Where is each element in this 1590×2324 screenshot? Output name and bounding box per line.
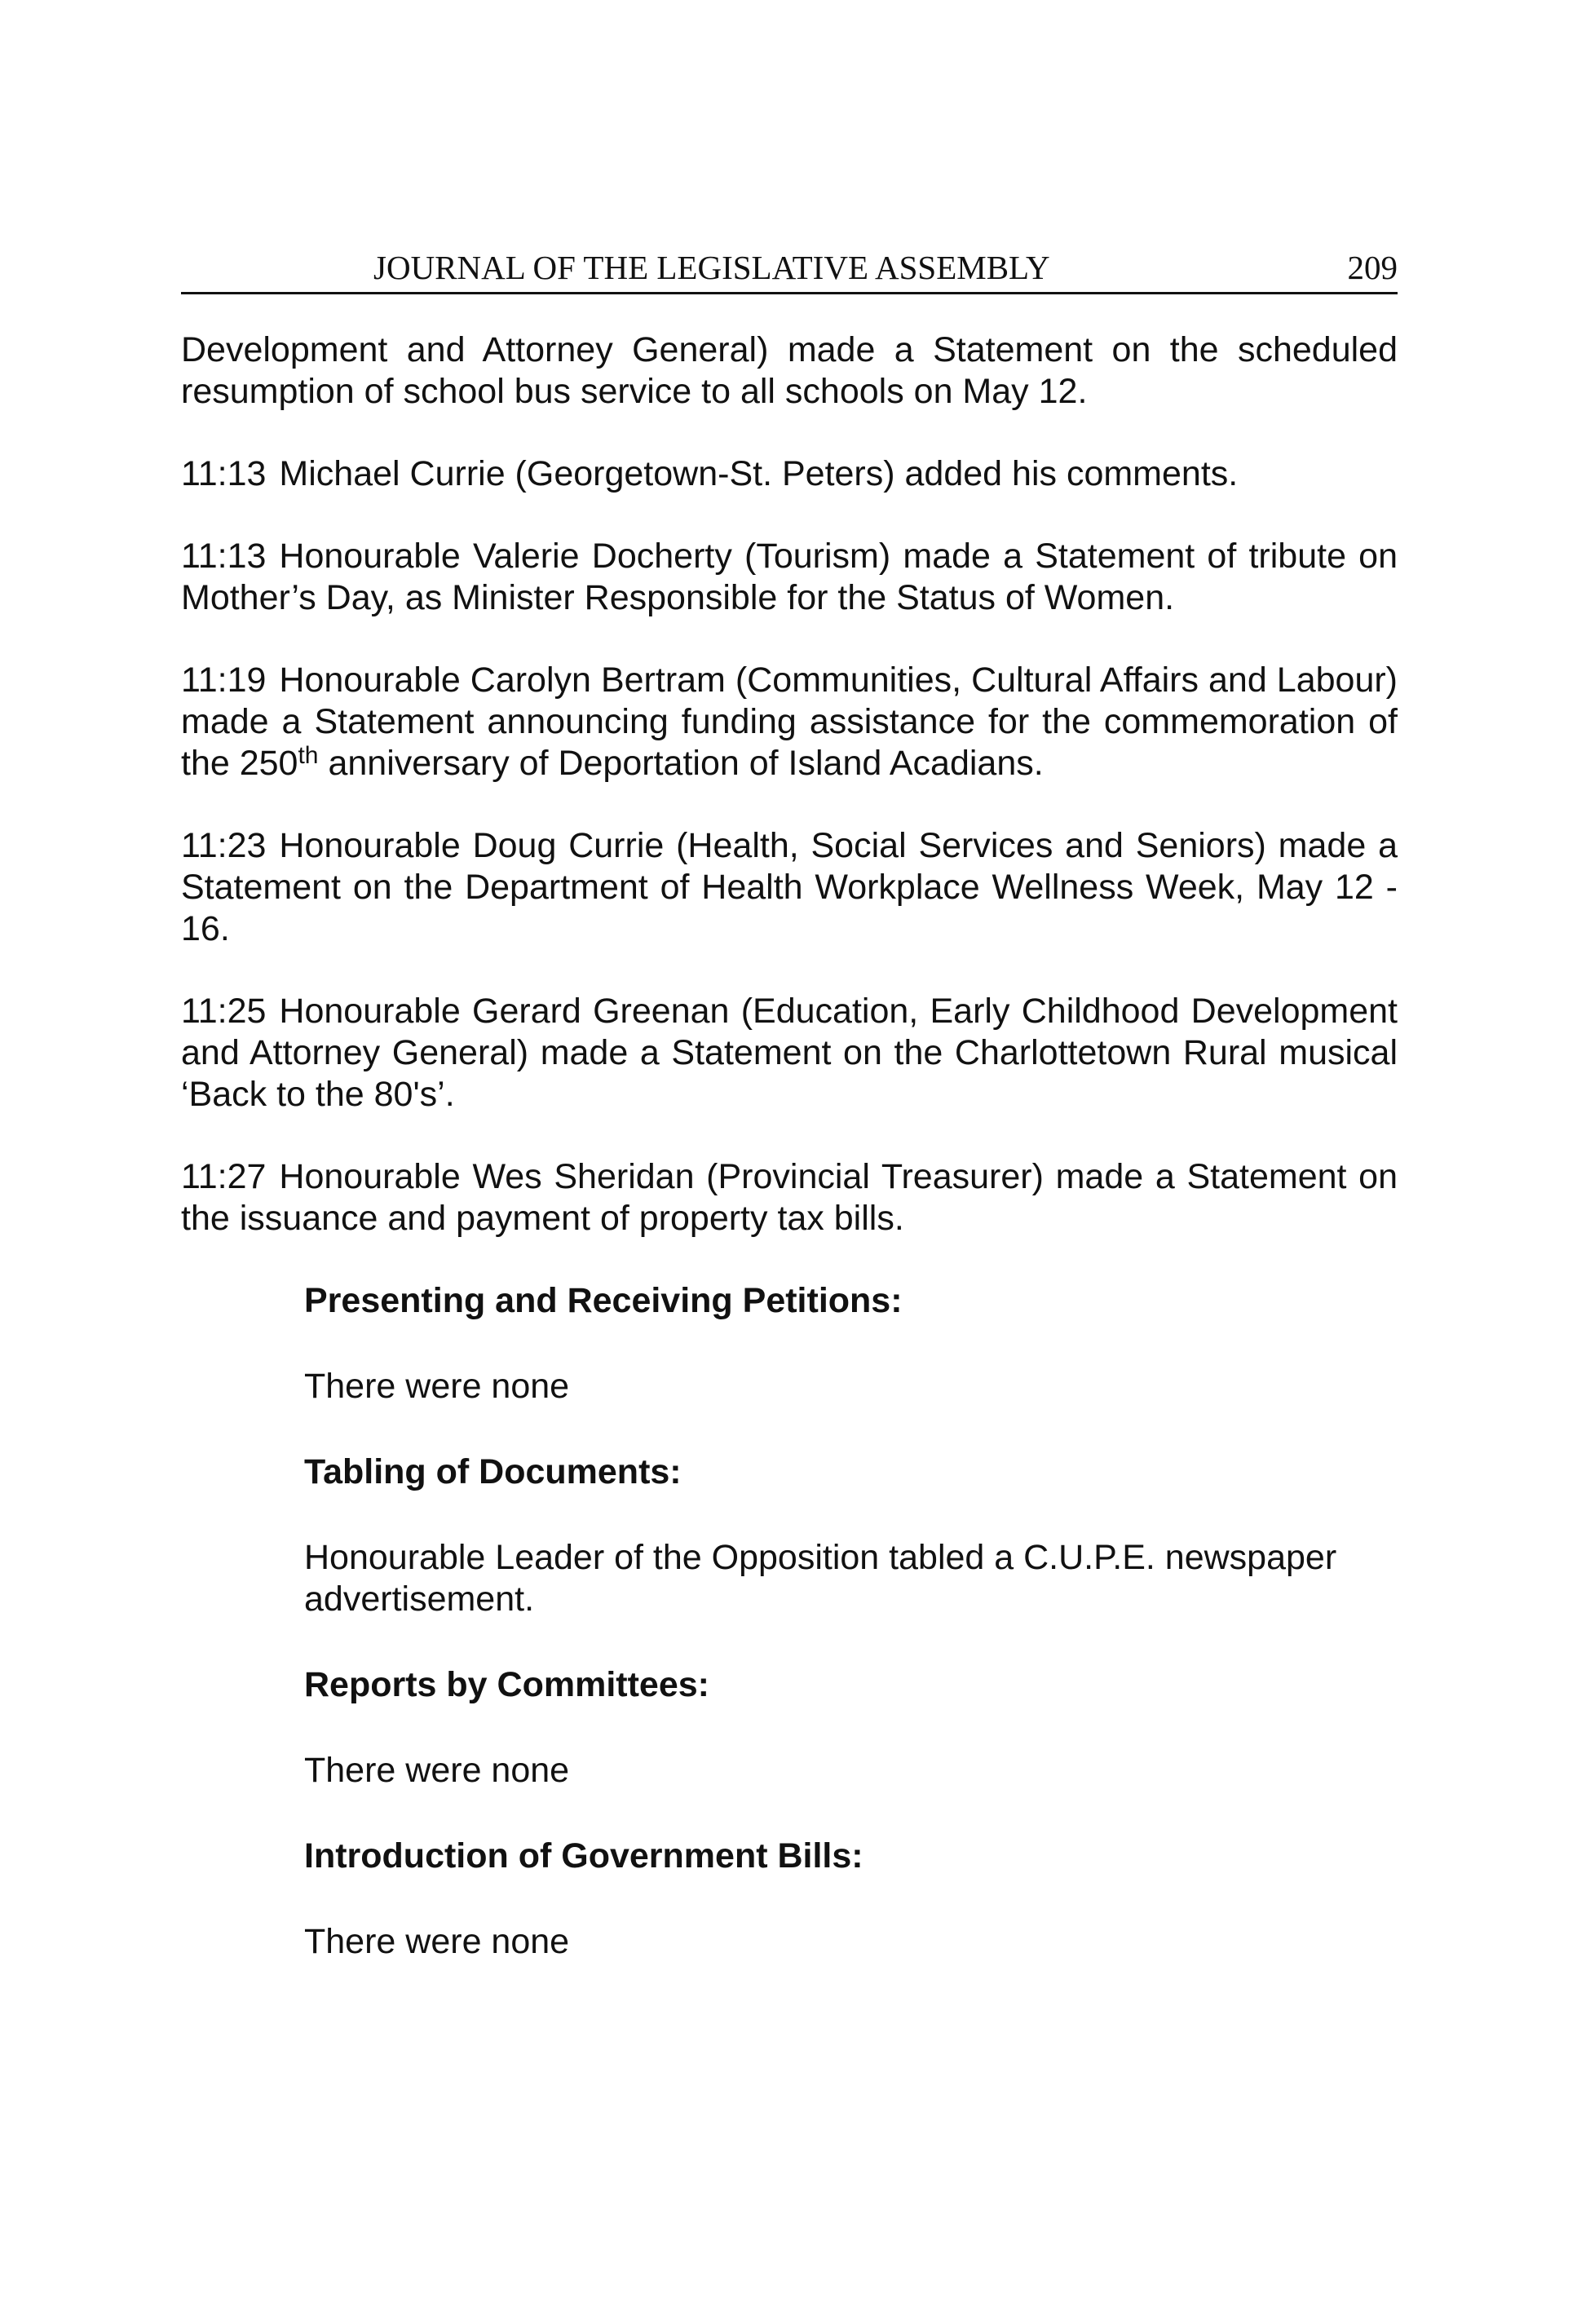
page-number: 209	[1347, 249, 1398, 286]
section-text: There were none	[304, 1922, 570, 1961]
proceeding-entry	[181, 536, 1398, 619]
section-heading: Presenting and Receiving Petitions:	[304, 1281, 903, 1320]
proceeding-entry	[181, 1156, 1398, 1239]
section-text: Honourable Leader of the Opposition tabled a C.U.P.E. newspaper advertisement.	[304, 1538, 1337, 1619]
proceeding-entry	[181, 825, 1398, 950]
section-tabling	[304, 1451, 1398, 1620]
section-petitions	[304, 1280, 1398, 1407]
paragraph-continuation	[181, 329, 1398, 413]
paragraph-text: Development and Attorney General) made a Statement on the scheduled resumption of school bus service to all schools on May 12.	[181, 330, 1398, 411]
entry-time: 11:19	[181, 661, 267, 700]
proceeding-entry	[181, 991, 1398, 1116]
entry-text: Honourable Carolyn Bertram (Communities, Cultural Affairs and Labour) made a Statement announcing funding assistance for the commemoration of the 250	[181, 661, 1398, 783]
entry-time: 11:27	[181, 1157, 267, 1196]
entry-time: 11:13	[181, 537, 267, 576]
entry-time: 11:25	[181, 992, 267, 1031]
entry-text: Honourable Wes Sheridan (Provincial Treasurer) made a Statement on the issuance and payment of property tax bills.	[181, 1157, 1398, 1238]
section-heading: Introduction of Government Bills:	[304, 1836, 863, 1876]
entry-time: 11:13	[181, 454, 267, 493]
entry-text: Honourable Valerie Docherty (Tourism) made a Statement of tribute on Mother’s Day, as Minister Responsible for the Status of Women.	[181, 537, 1398, 617]
journal-body	[181, 329, 1398, 2007]
journal-title: JOURNAL OF THE LEGISLATIVE ASSEMBLY	[373, 249, 1050, 286]
entry-text: Honourable Gerard Greenan (Education, Early Childhood Development and Attorney General) made a Statement on the Charlottetown Rural musical ‘Back to the 80's’.	[181, 992, 1398, 1114]
section-government-bills	[304, 1836, 1398, 1963]
proceeding-entry	[181, 660, 1398, 784]
section-committee-reports	[304, 1664, 1398, 1792]
page-header	[181, 241, 1398, 294]
ordinal-superscript: th	[298, 742, 319, 769]
section-text: There were none	[304, 1367, 570, 1406]
section-heading: Reports by Committees:	[304, 1665, 709, 1704]
entry-text: Honourable Doug Currie (Health, Social Services and Seniors) made a Statement on the Department of Health Workplace Wellness Week, May 12 - 16.	[181, 826, 1398, 948]
entry-text-continued: anniversary of Deportation of Island Acadians.	[318, 744, 1044, 783]
entry-time: 11:23	[181, 826, 267, 865]
section-text: There were none	[304, 1751, 570, 1790]
entry-text: Michael Currie (Georgetown-St. Peters) added his comments.	[279, 454, 1239, 493]
section-heading: Tabling of Documents:	[304, 1452, 682, 1491]
proceeding-entry	[181, 453, 1398, 495]
